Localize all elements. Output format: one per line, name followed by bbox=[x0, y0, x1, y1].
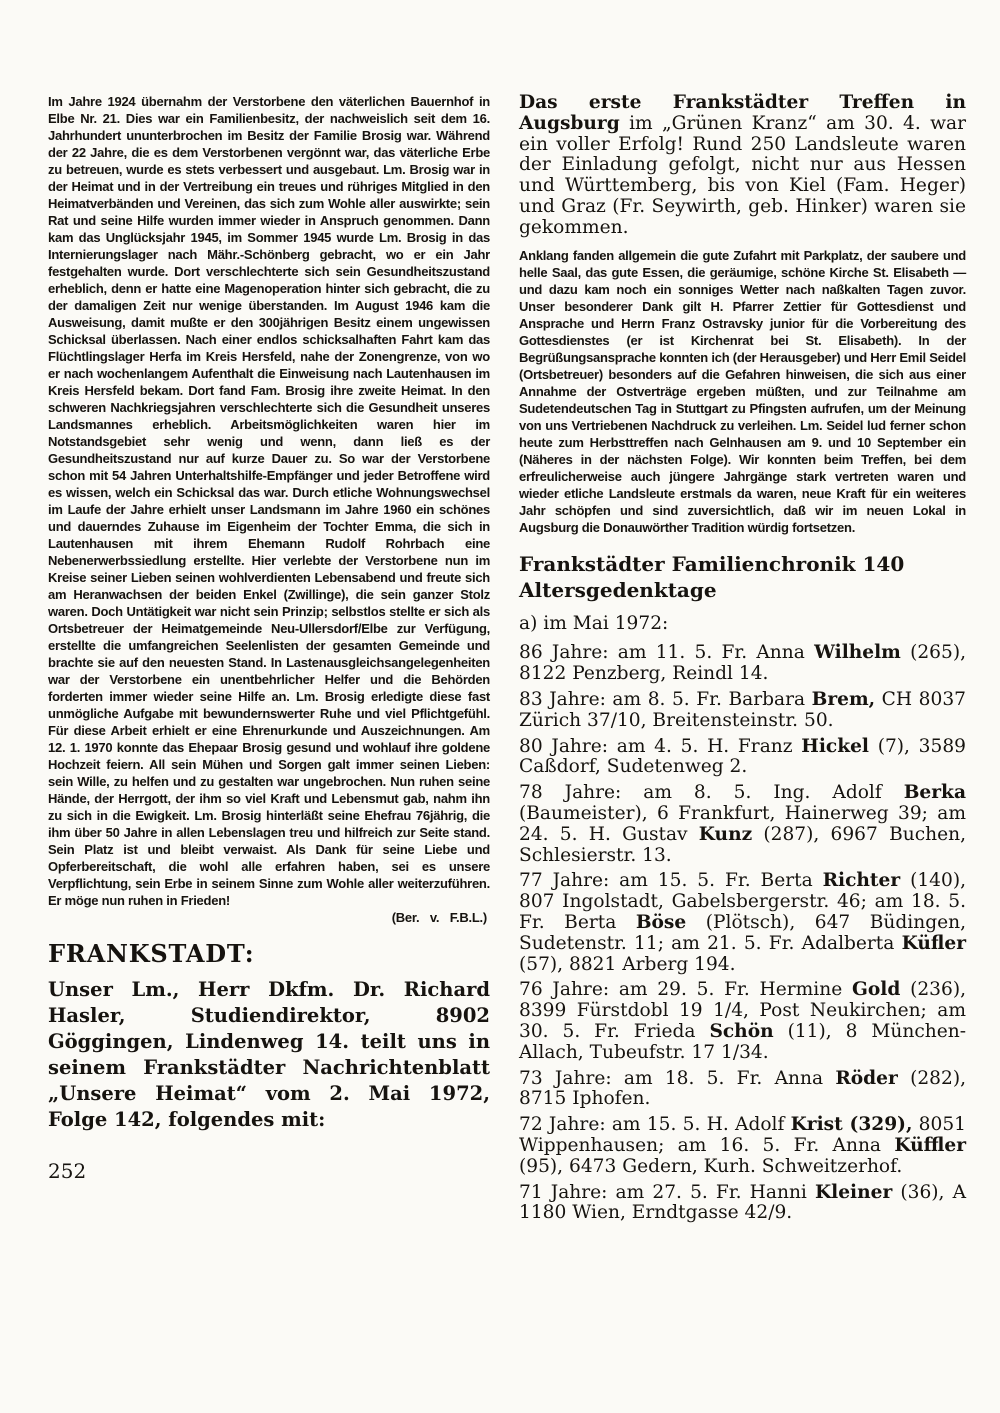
frankstadt-heading: FRANKSTADT: bbox=[48, 939, 255, 968]
chronik-entry: 78 Jahre: am 8. 5. Ing. Adolf Berka (Baumeister), 6 Frankfurt, Hainerweg 39; am 24. 5. H. Gustav Kunz (287), 6967 Buchen, Schlesierstr. 13. bbox=[519, 782, 966, 866]
chronik-entry: 77 Jahre: am 15. 5. Fr. Berta Richter (140), 807 Ingolstadt, Gabelsbergerstr. 46; am 18. 5. Fr. Berta Böse (Plötsch), 647 Büdingen, Sudetenstr. 11; am 21. 5. Fr. Adalberta Küfler (57), 8821 Arberg 194. bbox=[519, 870, 967, 975]
chronik-subheading: a) im Mai 1972: bbox=[519, 612, 669, 634]
anklang-paragraph: Anklang fanden allgemein die gute Zufahrt mit Parkplatz, der saubere und helle Saal, das gute Essen, die geräumige, schöne Kirche St. Elisabeth — und dazu kam noch ein sonniges Wetter nach naßkalten Tagen zuvor. Unser besonderer Dank gilt H. Pfarrer Zettier für Gottesdienst und Ansprache und Herrn Franz Ostravsky junior für die Vorbereitung des Gottesdienstes (er ist Kirchenrat bei St. Elisabeth). In der Begrüßungsansprache konnten ich (der Herausgeber) und Herr Emil Seidel (Ortsbetreuer) besonders auf die Gefahren hinweisen, die sich aus einer Annahme der Ostverträge ergeben müßten, und zur Teilnahme am Sudetendeutschen Tag in Stuttgart zu Pfingsten aufrufen, um der Meinung von uns Vertriebenen Nachdruck zu verleihen. Lm. Seidel lud ferner schon heute zum Herbsttreffen nach Gelnhausen am 9. und 10 September ein (Näheres in der nächsten Folge). Wir konnten beim Treffen, bei dem erfreulicherweise auch jüngere Jahrgänge stark vertreten waren und wieder etliche Landsleute erstmals da waren, neue Kraft für ein weiteres Jahr schöpfen und sind zuversichtlich, daß wir im neuen Lokal in Augsburg die Donauwörther Tradition würdig fortsetzen. bbox=[519, 247, 966, 535]
chronik-entry: 83 Jahre: am 8. 5. Fr. Barbara Brem, CH 8037 Zürich 37/10, Breitensteinstr. 50. bbox=[519, 688, 966, 731]
page-number: 252 bbox=[48, 1159, 87, 1183]
chronik-entry: 73 Jahre: am 18. 5. Fr. Anna Röder (282), 8715 Iphofen. bbox=[519, 1067, 966, 1110]
chronik-heading-line2: Altersgedenktage bbox=[519, 577, 717, 602]
obituary-paragraph: Im Jahre 1924 übernahm der Verstorbene den väterlichen Bauernhof in Elbe Nr. 21. Dies war ein Familienbesitz, der nachweislich seit dem 16. Jahrhundert ununterbrochen im Besitz der Familie Brosig war. Während der 22 Jahre, die es dem Verstorbenen vergönnt war, das väterliche Erbe zu betreuen, wurde es stets verbessert und ausgebaut. Lm. Brosig war in der Heimat und in der Vertreibung ein treues und rühriges Mitglied in den Heimatverbänden und Vereinen, das sich zum Wohle aller auswirkte; sein Rat und seine Hilfe wurden immer wieder in Anspruch genommen. Dann kam das Unglücksjahr 1945, im Sommer 1945 wurde Lm. Brosig in das Internierungslager nach Mähr.-Schönberg gebracht, wo er ein Jahr festgehalten wurde. Dort verschlechterte sich sein Gesundheitszustand erheblich, denn er hatte eine Magenoperation hinter sich gebracht, die zu der damaligen Zeit nur wenige überstanden. Im August 1946 kam die Ausweisung, damit mußte er den 300jährigen Besitz einem ungewissen Schicksal überlassen. Nach einer endlos schicksalhaften Fahrt kam das Flüchtlingslager Herfa im Kreis Hersfeld, nahe der Zonengrenze, von wo er nach wochenlangem Aufenthalt die Einweisung nach Lautenhausen im Kreis Hersfeld bekam. Dort fand Fam. Brosig ihre zweite Heimat. In den schweren Nachkriegsjahren verschlechterte sich die Gesundheit unseres Landsmannes erheblich. Arbeitsmöglichkeiten waren hier im Notstandsgebiet sehr wenig und wenn, dann ließ es der Gesundheitszustand nur auf kurze Dauer zu. So war der Verstorbene schon mit 54 Jahren Unterhaltshilfe-Empfänger und jeder Betroffene wird es wissen, welch ein Schicksal das war. Durch etliche Wohnungswechsel im Laufe der Jahre erhielt unser Landsmann im Jahre 1960 ein schönes und dauerndes Zuhause im Eigenheim der Tochter Emma, die sich in Lautenhausen mit ihrem Ehemann Rudolf Rohrbach eine Nebenerwerbssiedlung erstellte. Hier verlebte der Verstorbene nun im Kreise seiner Lieben seinen wohlverdienten Lebensabend und freute sich am Heranwachsen der beiden Enkel (Zwillinge), die sein ganzer Stolz waren. Doch Untätigkeit war nicht sein Prinzip; selbstlos stellte er sich als Ortsbetreuer der Heimatgemeinde Neu-Ullersdorf/Elbe zur Verfügung, erstellte die umfangreichen Seelenlisten der gesamten Gemeinde und brachte sie auf den neuesten Stand. In Lastenausgleichsangelegenheiten war der Verstorbene ein unentbehrlicher Helfer und die Behörden forderten immer wieder seine Hilfe an. Lm. Brosig erledigte diese fast unmögliche Aufgabe mit bewundernswerter Ruhe und viel Pflichtgefühl. Für diese Arbeit erhielt er eine Ehrenurkunde und Auszeichnungen. Am 12. 1. 1970 konnte das Ehepaar Brosig gesund und wohlauf ihre goldene Hochzeit feiern. All sein Mühen und Sorgen galt immer seinen Lieben: sein Wille, zu helfen und zu gestalten war ungebrochen. Nun ruhen seine Hände, der Herrgott, der ihm so viel Kraft und Lebensmut gab, nahm ihn zu sich in die Ewigkeit. Lm. Brosig hinterläßt seine Ehefrau 76jährig, die ihm über 50 Jahre in allen Lebenslagen treu und hilfreich zur Seite stand. Sein Platz ist und bleibt verwaist. Als Dank für seine Liebe und Opferbereitschaft, die wohl alle erfahren haben, sei es unsere Verpflichtung, sein Erbe in seinem Sinne zum Wohle aller weiterzuführen. Er möge nun ruhen in Frieden! bbox=[48, 94, 490, 908]
right-column bbox=[519, 93, 966, 1229]
chronik-entry: 80 Jahre: am 4. 5. H. Franz Hickel (7), 3589 Caßdorf, Sudetenweg 2. bbox=[519, 735, 966, 778]
treffen-paragraph: Das erste Frankstädter Treffen in Augsburg im „Grünen Kranz“ am 30. 4. war ein voller Erfolg! Rund 250 Landsleute waren der Einladung gefolgt, nicht nur aus Hessen und Württemberg, bis von Kiel (Fam. Heger) und Graz (Fr. Seywirth, geb. Hinker) waren sie gekommen. bbox=[519, 92, 966, 238]
frankstadt-intro-paragraph: Unser Lm., Herr Dkfm. Dr. Richard Hasler, Studiendirektor, 8902 Göggingen, Lindenweg 14. teilt uns in seinem Frankstädter Nachrichtenblatt „Unsere Heimat“ vom 2. Mai 1972, Folge 142, folgendes mit: bbox=[48, 978, 490, 1131]
obituary-byline: (Ber. v. F.B.L.) bbox=[391, 910, 487, 925]
chronik-entry: 71 Jahre: am 27. 5. Fr. Hanni Kleiner (36), A 1180 Wien, Erndtgasse 42/9. bbox=[519, 1181, 966, 1224]
chronik-entry: 76 Jahre: am 29. 5. Fr. Hermine Gold (236), 8399 Fürstdobl 19 1/4, Post Neukirchen; am 30. 5. Fr. Frieda Schön (11), 8 München-Allach, Tubeufstr. 17 1/34. bbox=[519, 979, 966, 1063]
chronik-entry: 72 Jahre: am 15. 5. H. Adolf Krist (329), 8051 Wippenhausen; am 16. 5. Fr. Anna Küffler (95), 6473 Gedern, Kurh. Schweitzerhof. bbox=[519, 1114, 966, 1177]
chronik-heading bbox=[519, 551, 966, 603]
left-column bbox=[48, 93, 490, 1183]
chronik-heading-line1: Frankstädter Familienchronik 140 bbox=[519, 551, 905, 576]
two-column-layout bbox=[48, 93, 966, 1229]
chronik-entries-list bbox=[519, 643, 966, 1224]
chronik-entry: 86 Jahre: am 11. 5. Fr. Anna Wilhelm (265), 8122 Penzberg, Reindl 14. bbox=[519, 642, 966, 685]
